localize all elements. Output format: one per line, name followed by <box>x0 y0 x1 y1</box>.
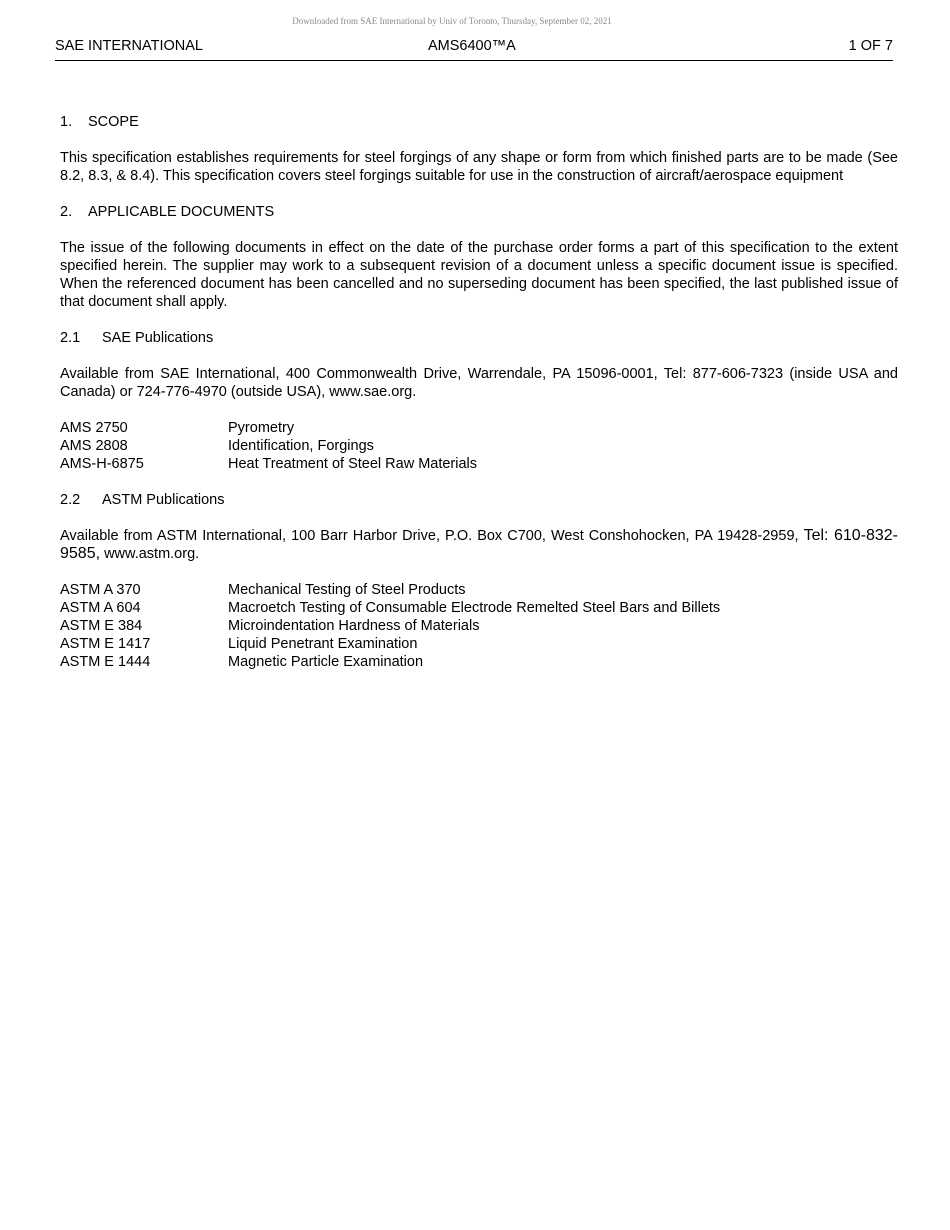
reference-code: AMS-H-6875 <box>60 456 144 472</box>
astm-availability-paragraph <box>60 527 898 563</box>
reference-row <box>60 635 898 653</box>
reference-code: ASTM A 370 <box>60 582 141 598</box>
section-title: APPLICABLE DOCUMENTS <box>88 204 275 220</box>
reference-code: ASTM A 604 <box>60 600 141 616</box>
scope-paragraph: This specification establishes requirements for steel forgings of any shape or form from which finished parts are to be made (See 8.2, 8.3, & 8.4). This specification covers steel forgings suitable for use in the construction of aircraft/aerospace equipment <box>60 150 898 184</box>
astm-reference-list <box>60 581 898 671</box>
reference-code: ASTM E 1417 <box>60 636 151 652</box>
reference-code: ASTM E 1444 <box>60 654 151 670</box>
astm-address: Available from ASTM International, 100 Barr Harbor Drive, P.O. Box C700, West Conshohocken, PA 19428-2959, <box>60 528 799 544</box>
section-title: SAE Publications <box>102 330 214 346</box>
download-watermark: Downloaded from SAE International by Univ of Toronto, Thursday, September 02, 2021 <box>292 16 612 26</box>
reference-title: Identification, Forgings <box>228 438 374 454</box>
section-number: 1. <box>60 114 73 130</box>
section-title: SCOPE <box>88 114 139 130</box>
sae-availability-paragraph: Available from SAE International, 400 Commonwealth Drive, Warrendale, PA 15096-0001, Tel: 877-606-7323 (inside USA and Canada) or 724-776-4970 (outside USA), www.sae.org. <box>60 366 898 400</box>
section-scope-heading <box>60 113 898 131</box>
reference-row <box>60 581 898 599</box>
reference-code: AMS 2750 <box>60 420 128 436</box>
reference-title: Magnetic Particle Examination <box>228 654 424 670</box>
publisher-name: SAE INTERNATIONAL <box>55 38 203 54</box>
reference-row <box>60 617 898 635</box>
document-body <box>60 113 898 671</box>
reference-row <box>60 599 898 617</box>
section-number: 2. <box>60 204 73 220</box>
reference-row <box>60 437 898 455</box>
reference-title: Macroetch Testing of Consumable Electrode Remelted Steel Bars and Billets <box>228 600 721 616</box>
reference-row <box>60 455 898 473</box>
reference-code: ASTM E 384 <box>60 618 143 634</box>
reference-title: Liquid Penetrant Examination <box>228 636 418 652</box>
astm-website: www.astm.org. <box>104 546 200 562</box>
section-applicable-heading <box>60 203 898 221</box>
section-sae-heading <box>60 329 898 347</box>
document-id: AMS6400™A <box>428 38 516 54</box>
sae-reference-list <box>60 419 898 473</box>
reference-code: AMS 2808 <box>60 438 128 454</box>
reference-title: Microindentation Hardness of Materials <box>228 618 480 634</box>
reference-title: Mechanical Testing of Steel Products <box>228 582 466 598</box>
page-number: 1 OF 7 <box>848 38 893 54</box>
reference-row <box>60 419 898 437</box>
reference-title: Heat Treatment of Steel Raw Materials <box>228 456 478 472</box>
applicable-paragraph: The issue of the following documents in effect on the date of the purchase order forms a part of this specification to the extent specified herein. The supplier may work to a subsequent revision of a document unless a specific document issue is specified. When the referenced document has been cancelled and no superseding document has been specified, the last published issue of that document shall apply. <box>60 240 898 310</box>
reference-title: Pyrometry <box>228 420 295 436</box>
page-header <box>55 38 893 61</box>
section-number: 2.1 <box>60 330 81 346</box>
reference-row <box>60 653 898 671</box>
section-title: ASTM Publications <box>102 492 225 508</box>
astm-telephone: Tel: 610-832-9585, <box>60 527 898 562</box>
section-astm-heading <box>60 491 898 509</box>
section-number: 2.2 <box>60 492 81 508</box>
